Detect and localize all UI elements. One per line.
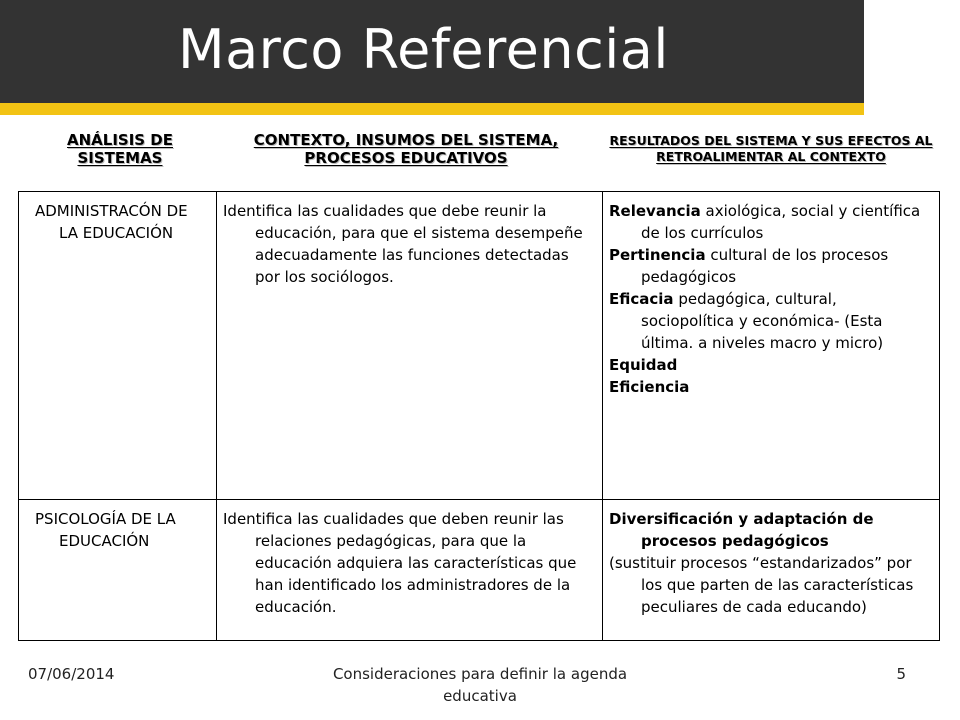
table-cell-context [217, 500, 603, 641]
table-cell-results [603, 192, 940, 500]
table-row [19, 192, 940, 500]
page-number: 5 [896, 665, 906, 683]
result-item [609, 376, 933, 398]
column-header-results: RESULTADOS DEL SISTEMA Y SUS EFECTOS AL RETROALIMENTAR AL CONTEXTO [609, 133, 933, 164]
content-table [18, 191, 940, 641]
result-item [609, 288, 933, 354]
result-text: pedagógica, cultural, sociopolítica y económica- (Esta última. a niveles macro y micro) [641, 290, 884, 352]
results-heading: Diversificación y adaptación de procesos pedagógicos [609, 510, 874, 550]
result-item [609, 354, 933, 376]
context-text: Identifica las cualidades que debe reunir la educación, para que el sistema desempeñe adecuadamente las funciones detectadas por los sociólogos. [223, 202, 583, 286]
result-text: cultural de los procesos pedagógicos [641, 246, 889, 286]
result-item [609, 244, 933, 288]
column-header-context: CONTEXTO, INSUMOS DEL SISTEMA, PROCESOS EDUCATIVOS [253, 131, 559, 167]
analysis-label: PSICOLOGÍA DE LA EDUCACIÓN [35, 510, 176, 550]
result-term: Relevancia [609, 202, 701, 220]
result-term: Equidad [609, 356, 678, 374]
table-cell-context [217, 192, 603, 500]
table-row [19, 500, 940, 641]
table-cell-results [603, 500, 940, 641]
title-bar [0, 0, 864, 103]
accent-line [0, 103, 864, 115]
table-cell-analysis [19, 192, 217, 500]
result-text: axiológica, social y científica de los currículos [641, 202, 921, 242]
result-term: Eficacia [609, 290, 674, 308]
footer-date: 07/06/2014 [28, 665, 115, 683]
result-term: Pertinencia [609, 246, 706, 264]
results-text: (sustituir procesos “estandarizados” por los que parten de las características peculiares de cada educando) [609, 554, 914, 616]
slide-title: Marco Referencial [178, 18, 669, 81]
result-term: Eficiencia [609, 378, 690, 396]
footer-title: Consideraciones para definir la agenda educativa [332, 665, 628, 705]
table-cell-analysis [19, 500, 217, 641]
column-header-analysis: ANÁLISIS DE SISTEMAS [66, 131, 174, 167]
analysis-label: ADMINISTRACÓN DE LA EDUCACIÓN [35, 202, 188, 242]
context-text: Identifica las cualidades que deben reunir las relaciones pedagógicas, para que la educación adquiera las características que han identificado los administradores de la educación. [223, 510, 577, 616]
result-item [609, 200, 933, 244]
